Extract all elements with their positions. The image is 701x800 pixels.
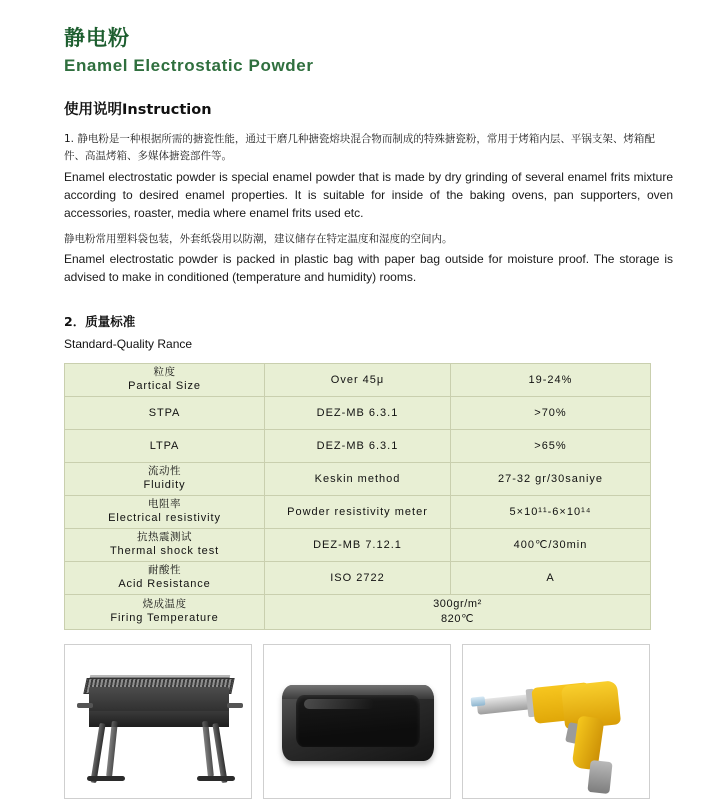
row-value: 27-32 gr/30saniye [451, 462, 651, 495]
standard-quality-section [64, 312, 673, 630]
grill-leg-front-left [90, 723, 105, 783]
table-row [65, 495, 651, 528]
standard-quality-table [64, 363, 651, 630]
photo-baking-tray [263, 644, 451, 799]
row-label-en: Thermal shock test [109, 545, 220, 558]
table-row [65, 363, 651, 396]
row-label-en: LTPA [149, 439, 180, 452]
row-value-merged: 300gr/m² 820℃ [265, 594, 651, 629]
row-value: 400℃/30min [451, 528, 651, 561]
standard-heading-en: Standard-Quality Rance [64, 336, 193, 351]
gun-hose-connector [587, 760, 612, 794]
row-label-en: Partical Size [128, 380, 201, 393]
row-label-en: Electrical resistivity [108, 512, 221, 525]
baking-tray-illustration [264, 645, 450, 798]
tray-highlight [304, 699, 374, 709]
instruction-paragraph-1-cn: 1. 静电粉是一种根据所需的搪瓷性能，通过干磨几种搪瓷熔块混合物而制成的特殊搪瓷粉，常用于烤箱内层、平锅支架、烤箱配件、高温烤箱、多媒体搪瓷部件等。 [64, 133, 655, 163]
table-row [65, 528, 651, 561]
row-label-en: Fluidity [143, 479, 186, 492]
photo-bbq-grill [64, 644, 252, 799]
row-method: Over 45μ [265, 363, 451, 396]
spray-gun-illustration [463, 645, 649, 798]
standard-heading-cn: 2．质量标准 [64, 313, 136, 329]
row-method: Powder resistivity meter [265, 495, 451, 528]
row-value: >70% [451, 396, 651, 429]
table-row [65, 429, 651, 462]
row-label [65, 429, 265, 462]
page-title-cn: 静电粉 [64, 26, 130, 50]
grill-handle-left [77, 703, 93, 708]
row-method: DEZ-MB 6.3.1 [265, 396, 451, 429]
table-row [65, 561, 651, 594]
row-label-cn: 流动性 [148, 465, 181, 478]
row-label [65, 462, 265, 495]
row-label [65, 528, 265, 561]
row-label-en: Firing Temperature [110, 612, 219, 625]
grill-leg-rear-right [202, 720, 214, 776]
instruction-paragraph-2-cn: 静电粉常用塑料袋包装，外套纸袋用以防潮，建议储存在特定温度和湿度的空间内。 [64, 232, 453, 245]
row-label [65, 594, 265, 629]
row-value: A [451, 561, 651, 594]
instruction-paragraph-1-en: Enamel electrostatic powder is special enamel powder that is made by dry grinding of several enamel frits mixture according to desired enamel properties. It is suitable for inside of the baking ovens, pan supporters, oven accessories, roaster, media where enamel frits used etc. [64, 169, 673, 220]
table-row [65, 396, 651, 429]
row-label-en: Acid Resistance [118, 578, 211, 591]
row-label-en: STPA [148, 406, 181, 419]
instruction-paragraph-2-en: Enamel electrostatic powder is packed in plastic bag with paper bag outside for moisture proof. The storage is advised to make in conditioned (temperature and humidity) rooms. [64, 251, 673, 284]
row-method: DEZ-MB 7.12.1 [265, 528, 451, 561]
row-method: Keskin method [265, 462, 451, 495]
gun-nozzle-tip [471, 696, 486, 706]
row-label [65, 396, 265, 429]
grill-leg-front-right [212, 723, 227, 783]
row-value: 19-24% [451, 363, 651, 396]
row-method: ISO 2722 [265, 561, 451, 594]
row-value: 5×10¹¹-6×10¹⁴ [451, 495, 651, 528]
grill-foot-right [197, 776, 235, 781]
product-photo-row [64, 644, 650, 799]
grill-handle-right [227, 703, 243, 708]
row-label [65, 495, 265, 528]
grill-foot-left [87, 776, 125, 781]
row-label-cn: 电阻率 [148, 498, 181, 511]
row-label [65, 561, 265, 594]
row-label-cn: 耐酸性 [148, 564, 181, 577]
table-row [65, 462, 651, 495]
bbq-grill-illustration [65, 645, 251, 798]
row-label [65, 363, 265, 396]
instruction-heading: 使用说明Instruction [64, 102, 212, 118]
row-method: DEZ-MB 6.3.1 [265, 429, 451, 462]
grill-leg-rear-left [106, 720, 118, 776]
row-value: >65% [451, 429, 651, 462]
photo-spray-gun [462, 644, 650, 799]
page-title-en: Enamel Electrostatic Powder [64, 56, 314, 75]
row-label-cn: 烧成温度 [142, 598, 187, 611]
row-label-cn: 抗热震测试 [137, 531, 192, 544]
table-row-firing-temperature [65, 594, 651, 629]
row-label-cn: 粒度 [153, 366, 176, 379]
